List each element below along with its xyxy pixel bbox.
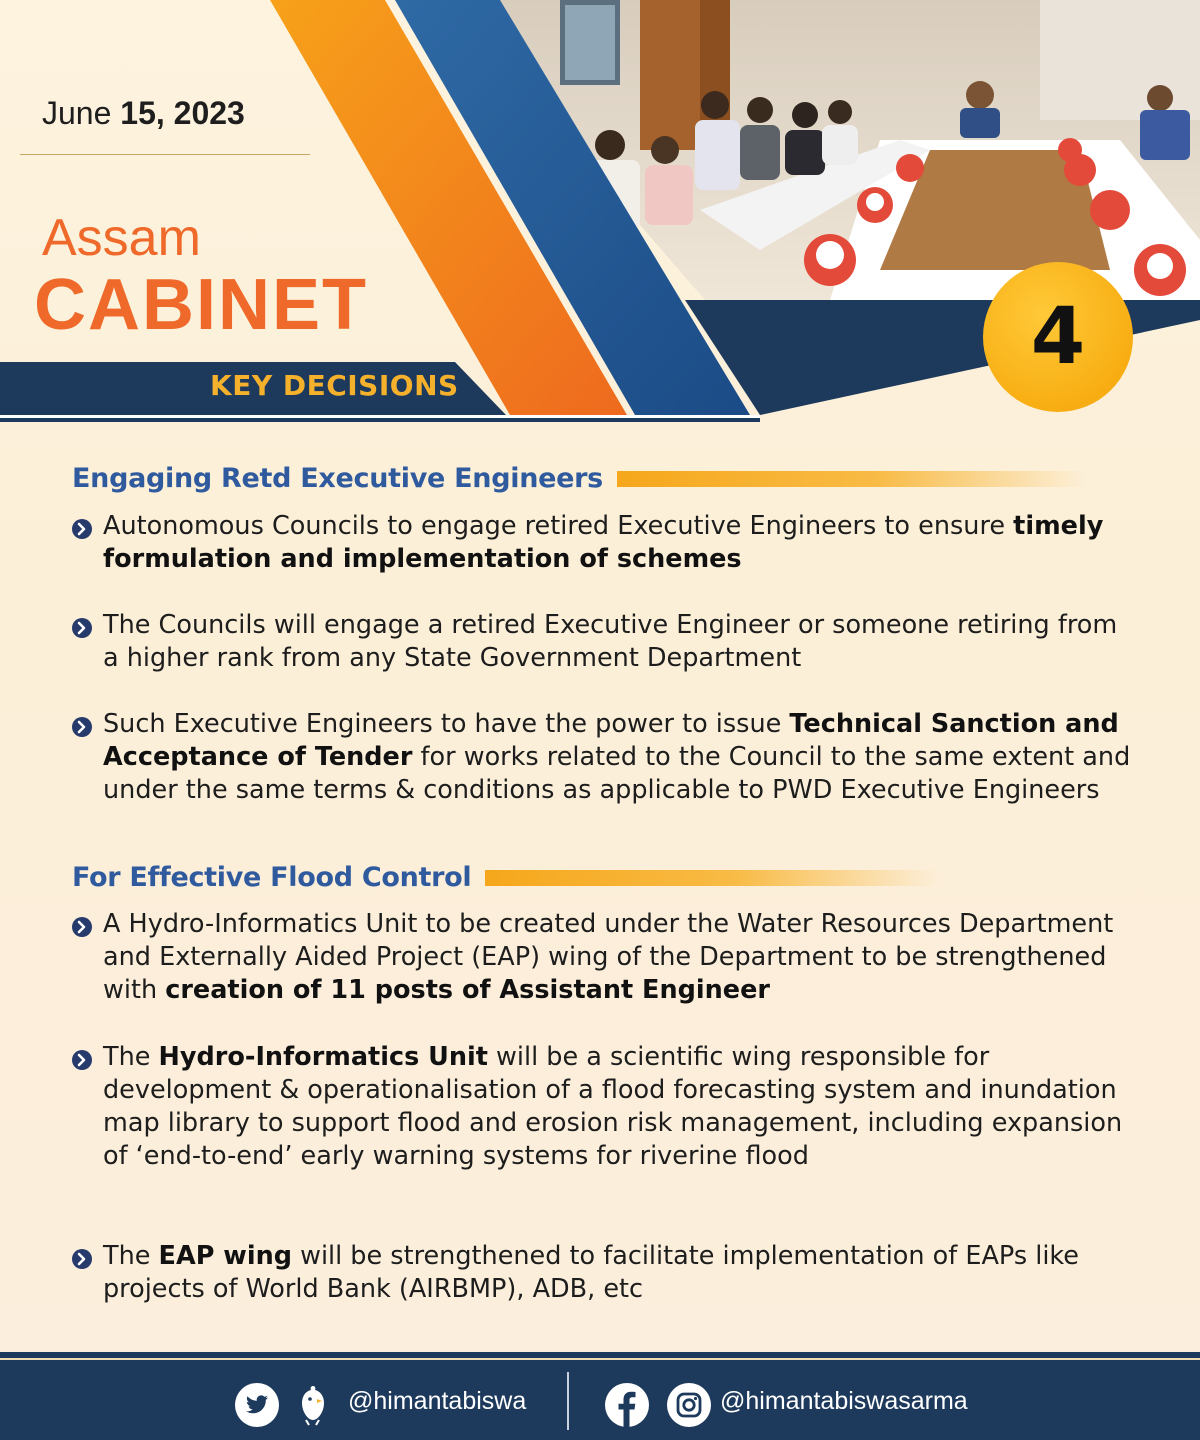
text-segment: will be strengthened to facilitate implementation of EAPs like projects of World Bank (AIRBMP), ADB, etc bbox=[103, 1241, 1079, 1304]
koo-icon[interactable] bbox=[292, 1382, 334, 1428]
text-segment: The bbox=[103, 1241, 159, 1271]
section-title: For Effective Flood Control bbox=[72, 862, 472, 893]
text-segment-bold: timely formulation and implementation of schemes bbox=[103, 511, 1104, 574]
text-segment-bold: Technical Sanction and Acceptance of Tender bbox=[103, 709, 1119, 772]
bullet-text bbox=[103, 908, 1132, 1007]
twitter-icon[interactable] bbox=[234, 1382, 280, 1428]
list-item bbox=[72, 708, 1132, 807]
date-day-year: 15, 2023 bbox=[120, 95, 245, 131]
bullet-text bbox=[103, 609, 1132, 675]
title-assam: Assam bbox=[42, 209, 201, 267]
date-month: June bbox=[42, 95, 112, 131]
text-segment-bold: creation of 11 posts of Assistant Engineer bbox=[165, 975, 770, 1005]
text-segment-bold: Hydro-Informatics Unit bbox=[158, 1042, 488, 1072]
arrow-circle-icon bbox=[72, 917, 92, 937]
list-item bbox=[72, 908, 1132, 1007]
arrow-circle-icon bbox=[72, 1249, 92, 1269]
text-segment: Autonomous Councils to engage retired Executive Engineers to ensure bbox=[103, 511, 1014, 541]
text-segment: Such Executive Engineers to have the power to issue bbox=[103, 709, 790, 739]
section-heading-retd-engineers bbox=[72, 463, 1087, 494]
header-banner bbox=[0, 0, 1200, 425]
section-heading-bar bbox=[617, 471, 1087, 487]
list-item bbox=[72, 609, 1132, 675]
handle-right[interactable]: @himantabiswasarma bbox=[720, 1387, 968, 1415]
bullet-text bbox=[103, 1041, 1132, 1173]
footer-divider bbox=[567, 1372, 569, 1430]
section-heading-bar bbox=[485, 870, 940, 886]
list-item bbox=[72, 510, 1132, 576]
text-segment: The Councils will engage a retired Executive Engineer or someone retiring from a higher rank from any State Government Department bbox=[103, 610, 1118, 673]
key-decisions-label: KEY DECISIONS bbox=[210, 369, 459, 402]
section-heading-flood-control bbox=[72, 862, 940, 893]
section-title: Engaging Retd Executive Engineers bbox=[72, 463, 603, 494]
badge-number: 4 bbox=[1030, 292, 1086, 382]
date-divider bbox=[20, 154, 310, 155]
arrow-circle-icon bbox=[72, 519, 92, 539]
text-segment: A Hydro-Informatics Unit to be created under the Water Resources Department and Externally Aided Project (EAP) wing of the Department to be strengthened with bbox=[103, 909, 1114, 1005]
facebook-icon[interactable] bbox=[604, 1382, 650, 1428]
text-segment-bold: EAP wing bbox=[158, 1241, 292, 1271]
arrow-circle-icon bbox=[72, 717, 92, 737]
handle-left[interactable]: @himantabiswa bbox=[348, 1387, 527, 1415]
arrow-circle-icon bbox=[72, 1050, 92, 1070]
arrow-circle-icon bbox=[72, 618, 92, 638]
bullet-text bbox=[103, 1240, 1132, 1306]
list-item bbox=[72, 1041, 1132, 1173]
title-cabinet: CABINET bbox=[34, 265, 368, 345]
date bbox=[42, 95, 245, 132]
list-item bbox=[72, 1240, 1132, 1306]
footer-bar bbox=[0, 1360, 1200, 1440]
text-segment: will be a scientific wing responsible for development & operationalisation of a flood forecasting system and inundation map library to support flood and erosion risk management, including expansion of ‘end-to-end’ early warning systems for riverine flood bbox=[103, 1042, 1123, 1171]
bullet-text bbox=[103, 708, 1132, 807]
bullet-text bbox=[103, 510, 1132, 576]
number-badge bbox=[983, 262, 1133, 412]
instagram-icon[interactable] bbox=[666, 1382, 712, 1428]
text-segment: The bbox=[103, 1042, 159, 1072]
text-segment: for works related to the Council to the same extent and under the same terms & conditions as applicable to PWD Executive Engineers bbox=[103, 742, 1131, 805]
